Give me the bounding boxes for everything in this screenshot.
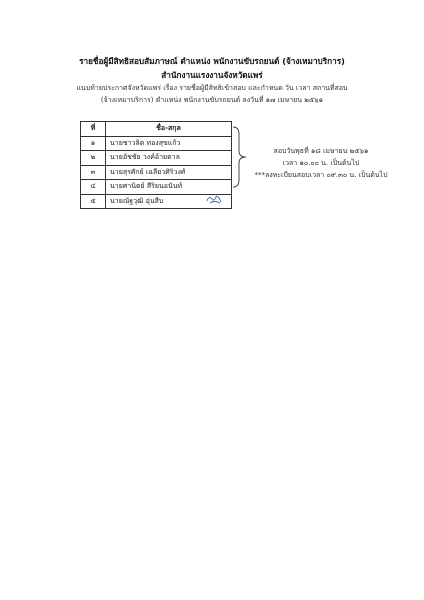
- exam-date: สอบวันพุธที่ ๑๘ เมษายน ๒๕๖๑: [273, 147, 369, 155]
- table-row: [81, 151, 232, 166]
- candidate-name: นายศานิตย์ สีริยนอนันท์: [106, 180, 232, 195]
- column-header-name: ชื่อ-สกุล: [106, 122, 232, 137]
- column-header-number: ที่: [81, 122, 106, 137]
- table-header-row: [81, 122, 232, 137]
- table-row: [81, 180, 232, 195]
- document-title: รายชื่อผู้มีสิทธิสอบสัมภาษณ์ ตำแหน่ง พนักงานขับรถยนต์ (จ้างเหมาบริการ): [79, 56, 345, 66]
- registration-time: ***ลงทะเบียนสอบเวลา ๐๙.๓๐ น. เป็นต้นไป: [254, 171, 388, 179]
- table-row: [81, 165, 232, 180]
- row-number: ๓: [81, 165, 106, 180]
- row-number: ๕: [81, 194, 106, 209]
- office-name: สำนักงานแรงงานจังหวัดแพร่: [161, 70, 263, 80]
- candidate-name: นายณัฐวุฒิ อุ่นสืบ: [106, 194, 232, 209]
- row-number: ๒: [81, 151, 106, 166]
- signature-initials-icon: [206, 194, 222, 204]
- table-row: [81, 136, 232, 151]
- announcement-reference: แนบท้ายประกาศจังหวัดแพร่ เรื่อง รายชื่อผู้มีสิทธิเข้าสอบ และกำหนด วัน เวลา สถานที่สอบ: [76, 84, 348, 92]
- announcement-date: (จ้างเหมาบริการ) ตำแหน่ง พนักงานขับรถยนต์ ลงวันที่ ๑๗ เมษายน ๒๕๖๑: [100, 96, 324, 104]
- candidate-name: นายอัชชัย วงค์อ้ายตาล: [106, 151, 232, 166]
- candidate-name: นายชาวลิต ทองสุขแก้ว: [106, 136, 232, 151]
- candidate-name: นายสุรศักย์ เฉลียวศิริวงศ์: [106, 165, 232, 180]
- row-number: ๑: [81, 136, 106, 151]
- row-number: ๔: [81, 180, 106, 195]
- exam-time: เวลา ๑๐.๐๐ น. เป็นต้นไป: [282, 159, 360, 167]
